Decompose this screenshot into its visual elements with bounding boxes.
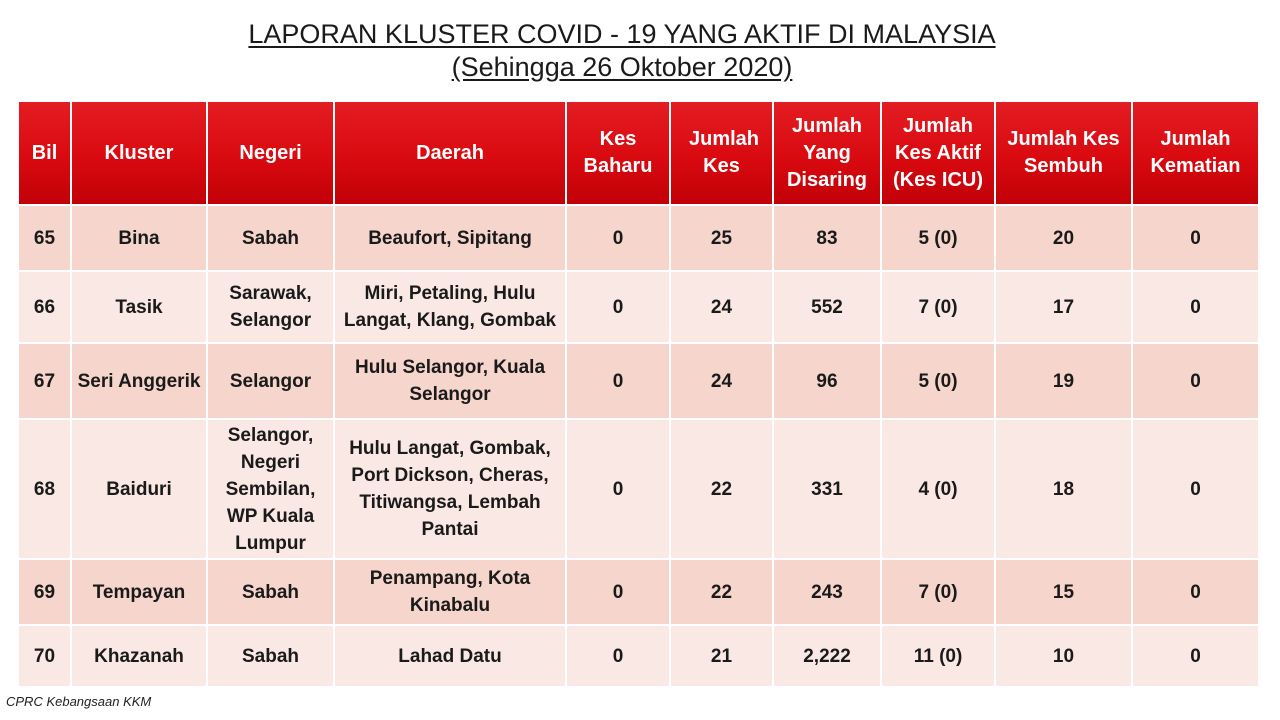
table-row xyxy=(18,343,1259,419)
cell-kes-aktif: 11 (0) xyxy=(881,625,995,687)
cell-jumlah-kes: 22 xyxy=(670,419,773,559)
cell-daerah: Lahad Datu xyxy=(334,625,566,687)
cell-kluster: Bina xyxy=(71,205,207,271)
table-row xyxy=(18,559,1259,625)
header-bil: Bil xyxy=(18,101,71,205)
cell-kluster: Tasik xyxy=(71,271,207,343)
table-header-row xyxy=(18,101,1259,205)
cell-kematian: 0 xyxy=(1132,559,1259,625)
cluster-table xyxy=(17,100,1260,688)
cell-daerah: Hulu Selangor, Kuala Selangor xyxy=(334,343,566,419)
cell-kes-sembuh: 20 xyxy=(995,205,1132,271)
cell-kes-baharu: 0 xyxy=(566,559,670,625)
cell-kematian: 0 xyxy=(1132,419,1259,559)
cell-bil: 68 xyxy=(18,419,71,559)
cell-bil: 67 xyxy=(18,343,71,419)
cell-kes-aktif: 7 (0) xyxy=(881,271,995,343)
cell-bil: 66 xyxy=(18,271,71,343)
cell-jumlah-disaring: 83 xyxy=(773,205,881,271)
cell-bil: 69 xyxy=(18,559,71,625)
header-kematian: Jumlah Kematian xyxy=(1132,101,1259,205)
table-row xyxy=(18,205,1259,271)
cell-kes-baharu: 0 xyxy=(566,205,670,271)
cell-jumlah-disaring: 552 xyxy=(773,271,881,343)
header-jumlah-kes: Jumlah Kes xyxy=(670,101,773,205)
cell-jumlah-kes: 24 xyxy=(670,271,773,343)
cell-daerah: Penampang, Kota Kinabalu xyxy=(334,559,566,625)
cell-kluster: Baiduri xyxy=(71,419,207,559)
cell-daerah: Miri, Petaling, Hulu Langat, Klang, Gombak xyxy=(334,271,566,343)
header-jumlah-disaring: Jumlah Yang Disaring xyxy=(773,101,881,205)
header-kes-baharu: Kes Baharu xyxy=(566,101,670,205)
report-title xyxy=(0,18,1244,84)
cell-kes-aktif: 5 (0) xyxy=(881,205,995,271)
cell-kluster: Tempayan xyxy=(71,559,207,625)
cell-kes-baharu: 0 xyxy=(566,625,670,687)
cell-jumlah-disaring: 96 xyxy=(773,343,881,419)
table-row xyxy=(18,271,1259,343)
cell-jumlah-kes: 21 xyxy=(670,625,773,687)
cell-kes-baharu: 0 xyxy=(566,343,670,419)
cell-jumlah-disaring: 2,222 xyxy=(773,625,881,687)
header-kes-sembuh: Jumlah Kes Sembuh xyxy=(995,101,1132,205)
title-date: (Sehingga 26 Oktober 2020) xyxy=(451,52,793,82)
header-negeri: Negeri xyxy=(207,101,334,205)
table-row xyxy=(18,625,1259,687)
title-main: LAPORAN KLUSTER COVID - 19 YANG AKTIF DI MALAYSIA xyxy=(248,19,996,49)
cell-negeri: Sarawak, Selangor xyxy=(207,271,334,343)
cell-kematian: 0 xyxy=(1132,271,1259,343)
cell-kes-sembuh: 17 xyxy=(995,271,1132,343)
cell-kes-sembuh: 10 xyxy=(995,625,1132,687)
cell-kes-sembuh: 18 xyxy=(995,419,1132,559)
header-kes-aktif: Jumlah Kes Aktif (Kes ICU) xyxy=(881,101,995,205)
cell-kes-baharu: 0 xyxy=(566,419,670,559)
cell-kes-sembuh: 15 xyxy=(995,559,1132,625)
cell-negeri: Sabah xyxy=(207,559,334,625)
cell-negeri: Selangor, Negeri Sembilan, WP Kuala Lumpur xyxy=(207,419,334,559)
cell-kes-aktif: 4 (0) xyxy=(881,419,995,559)
cell-jumlah-disaring: 243 xyxy=(773,559,881,625)
cell-kluster: Khazanah xyxy=(71,625,207,687)
cell-kluster: Seri Anggerik xyxy=(71,343,207,419)
cell-negeri: Sabah xyxy=(207,205,334,271)
cell-kes-sembuh: 19 xyxy=(995,343,1132,419)
cell-bil: 65 xyxy=(18,205,71,271)
cell-kematian: 0 xyxy=(1132,625,1259,687)
cell-kes-aktif: 7 (0) xyxy=(881,559,995,625)
cell-negeri: Sabah xyxy=(207,625,334,687)
cell-kes-baharu: 0 xyxy=(566,271,670,343)
cell-jumlah-disaring: 331 xyxy=(773,419,881,559)
cell-kes-aktif: 5 (0) xyxy=(881,343,995,419)
cell-daerah: Beaufort, Sipitang xyxy=(334,205,566,271)
cell-daerah: Hulu Langat, Gombak, Port Dickson, Cheras, Titiwangsa, Lembah Pantai xyxy=(334,419,566,559)
cell-negeri: Selangor xyxy=(207,343,334,419)
cell-jumlah-kes: 22 xyxy=(670,559,773,625)
table-row xyxy=(18,419,1259,559)
header-daerah: Daerah xyxy=(334,101,566,205)
cell-kematian: 0 xyxy=(1132,205,1259,271)
cell-jumlah-kes: 24 xyxy=(670,343,773,419)
header-kluster: Kluster xyxy=(71,101,207,205)
cell-jumlah-kes: 25 xyxy=(670,205,773,271)
cell-bil: 70 xyxy=(18,625,71,687)
source-credit: CPRC Kebangsaan KKM xyxy=(6,694,152,709)
cell-kematian: 0 xyxy=(1132,343,1259,419)
